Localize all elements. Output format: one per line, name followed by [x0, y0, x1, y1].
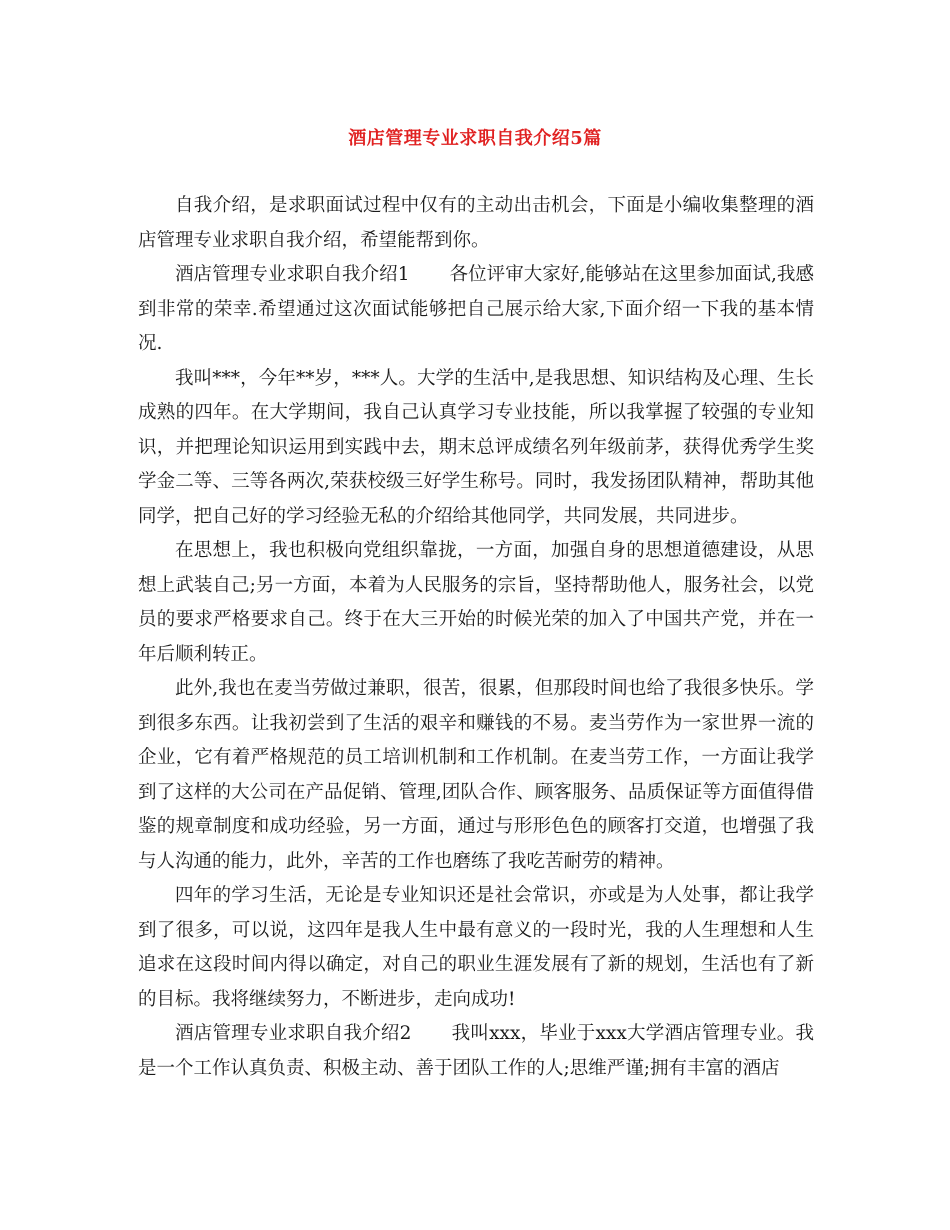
paragraph-text: 四年的学习生活，无论是专业知识还是社会常识，亦或是为人处事，都让我学到了很多，可以说，这四年是我人生中最有意义的一段时光，我的人生理想和人生追求在这段时间内得以确定，对自己的职业生涯发展有了新的规划，生活也有了新的目标。我将继续努力，不断进步，走向成功! [138, 885, 814, 1010]
paragraph-intro-2 [138, 1017, 814, 1086]
document-body [138, 189, 814, 1086]
paragraph-parttime [138, 672, 814, 879]
paragraph-ideology [138, 534, 814, 672]
paragraph-text: 此外,我也在麦当劳做过兼职，很苦，很累，但那段时间也给了我很多快乐。学到很多东西。让我初尝到了生活的艰辛和赚钱的不易。麦当劳作为一家世界一流的企业，它有着严格规范的员工培训机制和工作机制。在麦当劳工作，一方面让我学到了这样的大公司在产品促销、管理,团队合作、顾客服务、品质保证等方面值得借鉴的规章制度和成功经验，另一方面，通过与形形色色的顾客打交道，也增强了我与人沟通的能力，此外，辛苦的工作也磨练了我吃苦耐劳的精神。 [138, 678, 814, 872]
paragraph-text: 在思想上，我也积极向党组织靠拢，一方面，加强自身的思想道德建设，从思想上武装自己;另一方面，本着为人民服务的宗旨，坚持帮助他人，服务社会，以党员的要求严格要求自己。终于在大三开始的时候光荣的加入了中国共产党，并在一年后顺利转正。 [138, 540, 814, 665]
paragraph-text: 我叫xxx，毕业于xxx大学酒店管理专业。我是一个工作认真负责、积极主动、善于团队工作的人;思维严谨;拥有丰富的酒店 [138, 1023, 814, 1079]
paragraph-text: 自我介绍，是求职面试过程中仅有的主动出击机会，下面是小编收集整理的酒店管理专业求职自我介绍，希望能帮到你。 [138, 195, 814, 251]
section-heading: 酒店管理专业求职自我介绍1 [175, 264, 410, 285]
paragraph-intro [138, 189, 814, 258]
paragraph-background [138, 362, 814, 535]
paragraph-text: 各位评审大家好,能够站在这里参加面试,我感到非常的荣幸.希望通过这次面试能够把自己展示给大家,下面介绍一下我的基本情况. [138, 264, 814, 354]
paragraph-text: 我叫***，今年**岁，***人。大学的生活中,是我思想、知识结构及心理、生长成熟的四年。在大学期间，我自己认真学习专业技能，所以我掌握了较强的专业知识，并把理论知识运用到实践中去，期末总评成绩名列年级前茅，获得优秀学生奖学金二等、三等各两次,荣获校级三好学生称号。同时，我发扬团队精神，帮助其他同学，把自己好的学习经验无私的介绍给其他同学，共同发展，共同进步。 [138, 367, 814, 527]
section-heading: 酒店管理专业求职自我介绍2 [175, 1023, 412, 1044]
paragraph-summary [138, 879, 814, 1017]
paragraph-intro-1 [138, 258, 814, 362]
document-title: 酒店管理专业求职自我介绍5篇 [348, 128, 602, 149]
